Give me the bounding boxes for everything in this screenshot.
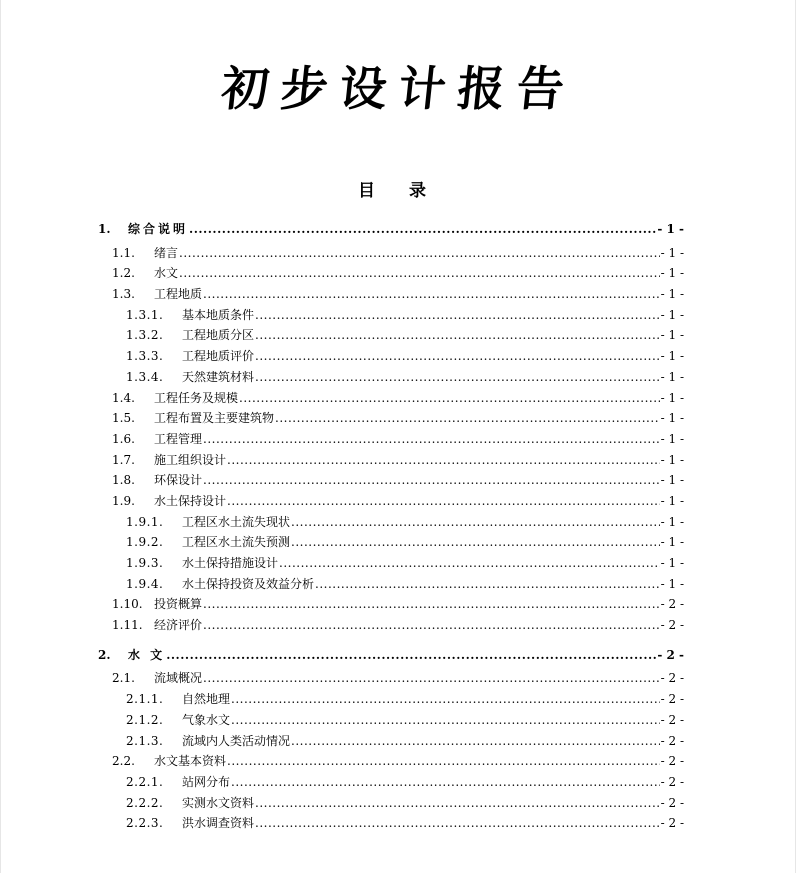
toc-entry-label: 水文基本资料 <box>154 754 227 769</box>
toc-entry[interactable] <box>98 645 684 666</box>
toc-entry-page: - 1 - <box>660 245 684 260</box>
toc-entry[interactable] <box>98 429 684 450</box>
toc-entry-number: 2.2.3. <box>126 816 164 831</box>
toc-entry[interactable] <box>98 553 684 574</box>
toc-entry[interactable] <box>98 793 684 814</box>
toc-dot-leader <box>291 512 660 533</box>
toc-dot-leader <box>203 429 660 450</box>
toc-dot-leader <box>291 731 660 752</box>
toc-dot-leader <box>231 710 660 731</box>
toc-entry-label: 工程地质分区 <box>182 328 255 343</box>
toc-dot-leader <box>166 645 656 666</box>
toc-entry-label: 经济评价 <box>154 618 203 633</box>
toc-entry-label: 站网分布 <box>182 774 231 789</box>
toc-entry-number: 1.2. <box>112 266 135 281</box>
toc-entry-label: 实测水文资料 <box>182 795 255 810</box>
toc-entry-label: 水土保持措施设计 <box>182 556 279 570</box>
toc-dot-leader <box>227 450 660 471</box>
toc-entry[interactable] <box>98 346 684 367</box>
toc-entry[interactable] <box>98 305 684 326</box>
document-title: 初步设计报告 <box>218 62 579 117</box>
toc-entry-page: - 1 - <box>660 390 684 405</box>
toc-entry-number: 1.6. <box>112 431 135 446</box>
toc-dot-leader <box>291 532 660 553</box>
toc-entry-number: 2.1.1. <box>126 692 164 707</box>
toc-entry-label: 工程地质 <box>154 287 203 302</box>
toc-entry[interactable] <box>98 408 684 429</box>
toc-entry-number: 1.8. <box>112 473 135 488</box>
toc-entry-number: 2.1.3. <box>126 733 164 748</box>
toc-entry-label: 综合说明 <box>128 222 189 236</box>
toc-entry-number: 1.3.1. <box>126 307 164 322</box>
toc-entry-number: 1.1. <box>112 245 135 260</box>
toc-entry-number: 1.9.1. <box>126 514 164 529</box>
toc-dot-leader <box>203 470 660 491</box>
toc-dot-leader <box>203 615 660 636</box>
toc-dot-leader <box>203 284 660 305</box>
toc-entry-number: 2.1.2. <box>126 712 164 727</box>
toc-heading: 目 录 <box>358 181 440 201</box>
toc-entry[interactable] <box>98 512 684 533</box>
toc-dot-leader <box>275 408 660 429</box>
toc-dot-leader <box>203 668 660 689</box>
toc-entry[interactable] <box>98 751 684 772</box>
toc-entry-number: 1.4. <box>112 390 135 405</box>
toc-entry[interactable] <box>98 594 684 615</box>
toc-entry-number: 1.9. <box>112 493 135 508</box>
toc-entry-label: 工程管理 <box>154 431 203 446</box>
toc-entry[interactable] <box>98 731 684 752</box>
toc-entry-number: 1.9.4. <box>126 576 164 591</box>
toc-entry-page: - 2 - <box>660 618 684 633</box>
toc-entry-number: 1.3.2. <box>126 328 164 343</box>
toc-dot-leader <box>315 574 660 595</box>
toc-entry-number: 1.9.2. <box>126 535 164 550</box>
toc-entry-page: - 1 - <box>660 473 684 488</box>
toc-entry-label: 流域概况 <box>154 671 203 686</box>
toc-dot-leader <box>203 594 660 615</box>
toc-entry-page: - 2 - <box>660 671 684 686</box>
toc-entry-page: - 1 - <box>660 452 684 467</box>
toc-entry-number: 2.1. <box>112 671 135 686</box>
toc-entry[interactable] <box>98 450 684 471</box>
toc-entry-number: 1.3.4. <box>126 369 164 384</box>
toc-entry-page: - 1 - <box>660 431 684 446</box>
toc-entry[interactable] <box>98 710 684 731</box>
toc-dot-leader <box>179 263 660 284</box>
toc-entry-label: 环保设计 <box>154 473 203 488</box>
toc-entry-label: 水文 <box>154 266 179 281</box>
toc-entry-label: 工程区水土流失现状 <box>182 514 291 529</box>
toc-entry[interactable] <box>98 388 684 409</box>
toc-dot-leader <box>179 243 660 264</box>
toc-dot-leader <box>231 689 660 710</box>
toc-entry[interactable] <box>98 574 684 595</box>
toc-entry-label: 绪言 <box>154 245 179 260</box>
toc-entry-number: 1.11. <box>112 618 143 633</box>
toc-entry[interactable] <box>98 532 684 553</box>
table-of-contents <box>98 219 684 834</box>
toc-entry[interactable] <box>98 491 684 512</box>
toc-entry-number: 2.2. <box>112 754 135 769</box>
toc-entry-number: 2.2.2. <box>126 795 164 810</box>
toc-entry-page: - 2 - <box>660 754 684 769</box>
toc-entry-page: - 1 - <box>660 411 684 426</box>
toc-entry-number: 2. <box>98 647 111 662</box>
toc-entry-page: - 2 - <box>660 733 684 748</box>
toc-entry-page: - 1 - <box>660 535 684 550</box>
toc-entry-label: 洪水调查资料 <box>182 816 255 831</box>
toc-entry[interactable] <box>98 219 684 240</box>
toc-dot-leader <box>227 491 660 512</box>
toc-entry-page: - 2 - <box>660 774 684 789</box>
toc-entry-label: 工程布置及主要建筑物 <box>154 411 275 426</box>
toc-entry-label: 基本地质条件 <box>182 307 255 322</box>
toc-entry-page: - 1 - <box>660 576 684 591</box>
toc-entry[interactable] <box>98 813 684 834</box>
toc-entry-label: 工程区水土流失预测 <box>182 535 291 550</box>
toc-entry-page: - 1 - <box>660 514 684 529</box>
toc-entry-label: 自然地理 <box>182 692 231 707</box>
toc-entry-number: 1.7. <box>112 452 135 467</box>
toc-dot-leader <box>255 367 660 388</box>
toc-dot-leader <box>239 388 660 409</box>
toc-entry-page: - 1 - <box>660 328 684 343</box>
toc-entry[interactable] <box>98 668 684 689</box>
toc-entry[interactable] <box>98 367 684 388</box>
toc-entry-page: - 1 - <box>660 369 684 384</box>
toc-entry-page: - 1 - <box>660 307 684 322</box>
toc-entry[interactable] <box>98 689 684 710</box>
toc-entry-page: - 1 - <box>660 493 684 508</box>
toc-entry-page: - 2 - <box>660 712 684 727</box>
toc-entry-label: 工程任务及规模 <box>154 390 239 405</box>
toc-entry-page: - 2 - <box>660 692 684 707</box>
toc-entry-number: 1.3. <box>112 287 135 302</box>
toc-entry-label: 工程地质评价 <box>182 349 255 364</box>
toc-dot-leader <box>227 751 660 772</box>
toc-entry-page: - 2 - <box>660 816 684 831</box>
toc-entry[interactable] <box>98 615 684 636</box>
toc-dot-leader <box>189 219 656 240</box>
toc-entry[interactable] <box>98 470 684 491</box>
toc-entry-number: 1.10. <box>112 597 143 612</box>
toc-dot-leader <box>255 813 660 834</box>
toc-entry-number: 1.3.3. <box>126 349 164 364</box>
toc-dot-leader <box>255 793 660 814</box>
toc-entry-label: 施工组织设计 <box>154 452 227 467</box>
toc-entry-page: - 1 - <box>660 266 684 281</box>
toc-entry-page: - 1 - <box>660 349 684 364</box>
toc-entry-label: 投资概算 <box>154 597 203 612</box>
toc-entry-page: - 2 - <box>660 795 684 810</box>
toc-entry-label: 水土保持设计 <box>154 493 227 508</box>
toc-dot-leader <box>255 305 660 326</box>
toc-entry[interactable] <box>98 325 684 346</box>
toc-entry-number: 1. <box>98 222 111 236</box>
toc-entry-page: - 2 - <box>657 647 684 662</box>
toc-dot-leader <box>255 325 660 346</box>
toc-dot-leader <box>255 346 660 367</box>
toc-entry-label: 流域内人类活动情况 <box>182 733 291 748</box>
toc-entry[interactable] <box>98 284 684 305</box>
toc-entry-label: 水 文 <box>128 647 166 662</box>
toc-dot-leader <box>279 553 660 574</box>
toc-entry-page: - 1 - <box>660 287 684 302</box>
toc-entry[interactable] <box>98 243 684 264</box>
toc-dot-leader <box>231 772 660 793</box>
toc-entry[interactable] <box>98 772 684 793</box>
toc-entry-number: 1.9.3. <box>126 556 164 570</box>
toc-entry-label: 气象水文 <box>182 712 231 727</box>
toc-entry-page: - 1 - <box>660 556 684 570</box>
toc-entry-number: 2.2.1. <box>126 774 164 789</box>
toc-entry-page: - 2 - <box>660 597 684 612</box>
toc-entry[interactable] <box>98 263 684 284</box>
toc-entry-number: 1.5. <box>112 411 135 426</box>
toc-entry-label: 天然建筑材料 <box>182 369 255 384</box>
toc-entry-page: - 1 - <box>657 222 684 236</box>
toc-entry-label: 水土保持投资及效益分析 <box>182 576 315 591</box>
